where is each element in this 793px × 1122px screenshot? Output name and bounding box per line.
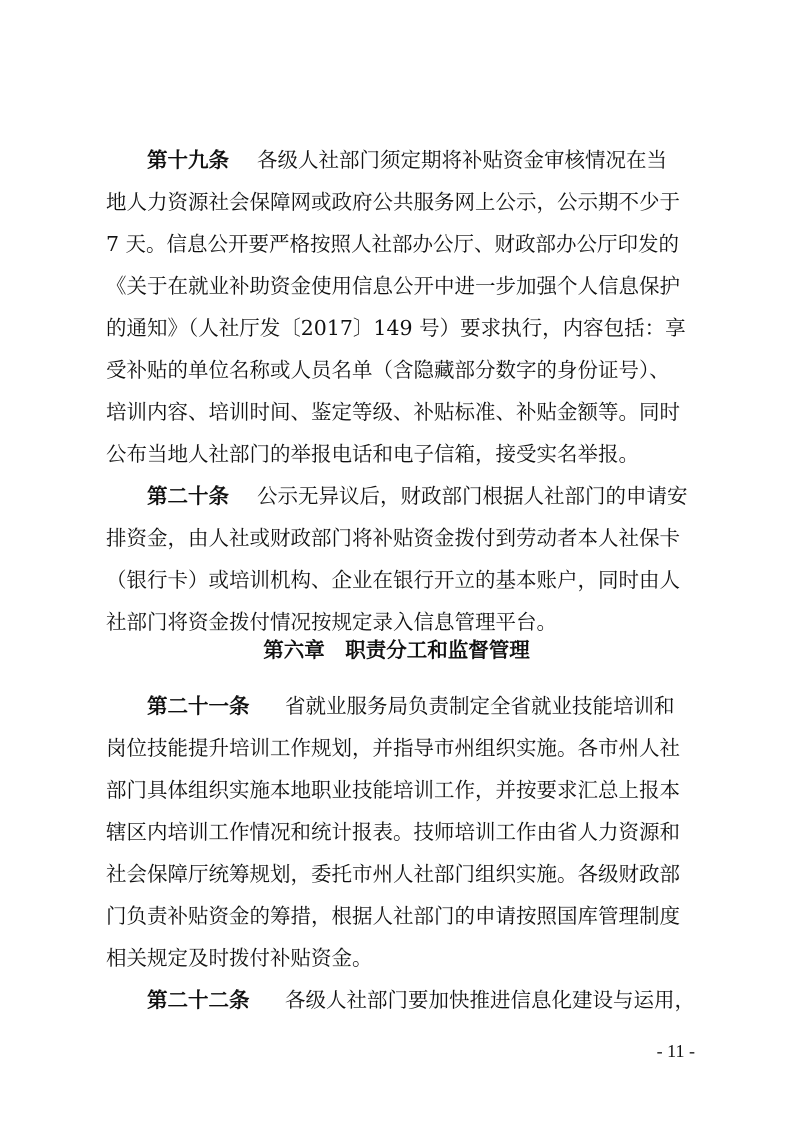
- paragraph-line: 培训内容、培训时间、鉴定等级、补贴标准、补贴金额等。同时: [106, 400, 680, 424]
- paragraph-line: 相关规定及时拨付补贴资金。: [106, 946, 373, 970]
- page-number: - 11 -: [656, 1041, 695, 1061]
- article-20-text: 公示无异议后，财政部门根据人社部门的申请安: [257, 484, 688, 508]
- paragraph-line: 社会保障厅统筹规划，委托市州人社部门组织实施。各级财政部: [106, 862, 680, 886]
- paragraph-line: （银行卡）或培训机构、企业在银行开立的基本账户，同时由人: [106, 568, 680, 592]
- paragraph-line: 《关于在就业补助资金使用信息公开中进一步加强个人信息保护: [106, 274, 680, 298]
- paragraph-line: 地人力资源社会保障网或政府公共服务网上公示，公示期不少于: [106, 190, 680, 214]
- article-22-label: 第二十二条: [147, 988, 250, 1012]
- paragraph-line: 7 天。信息公开要严格按照人社部办公厅、财政部办公厅印发的: [106, 232, 680, 256]
- paragraph-line: 的通知》（人社厅发〔2017〕149 号）要求执行，内容包括：享: [106, 316, 686, 340]
- article-22-text: 各级人社部门要加快推进信息化建设与运用，: [285, 988, 695, 1012]
- paragraph-line: 社部门将资金拨付情况按规定录入信息管理平台。: [106, 610, 557, 634]
- article-21-first-line: [0, 688, 793, 724]
- article-20-first-line: [0, 478, 793, 514]
- paragraph-line: 受补贴的单位名称或人员名单（含隐藏部分数字的身份证号）、: [106, 358, 670, 382]
- chapter-heading: 第六章 职责分工和监督管理: [263, 638, 530, 662]
- article-19-text: 各级人社部门须定期将补贴资金审核情况在当: [257, 148, 667, 172]
- paragraph-line: 门负责补贴资金的筹措，根据人社部门的申请按照国库管理制度: [106, 904, 680, 928]
- paragraph-line: 部门具体组织实施本地职业技能培训工作，并按要求汇总上报本: [106, 778, 680, 802]
- paragraph-line: 辖区内培训工作情况和统计报表。技师培训工作由省人力资源和: [106, 820, 680, 844]
- article-19-label: 第十九条: [147, 148, 229, 172]
- article-19-first-line: [0, 142, 793, 178]
- article-22-first-line: [0, 982, 793, 1018]
- paragraph-line: 公布当地人社部门的举报电话和电子信箱，接受实名举报。: [106, 442, 639, 466]
- paragraph-line: 排资金，由人社或财政部门将补贴资金拨付到劳动者本人社保卡: [106, 526, 680, 550]
- paragraph-line: 岗位技能提升培训工作规划，并指导市州组织实施。各市州人社: [106, 736, 680, 760]
- article-21-label: 第二十一条: [147, 694, 250, 718]
- article-20-label: 第二十条: [147, 484, 229, 508]
- article-21-text: 省就业服务局负责制定全省就业技能培训和: [285, 694, 675, 718]
